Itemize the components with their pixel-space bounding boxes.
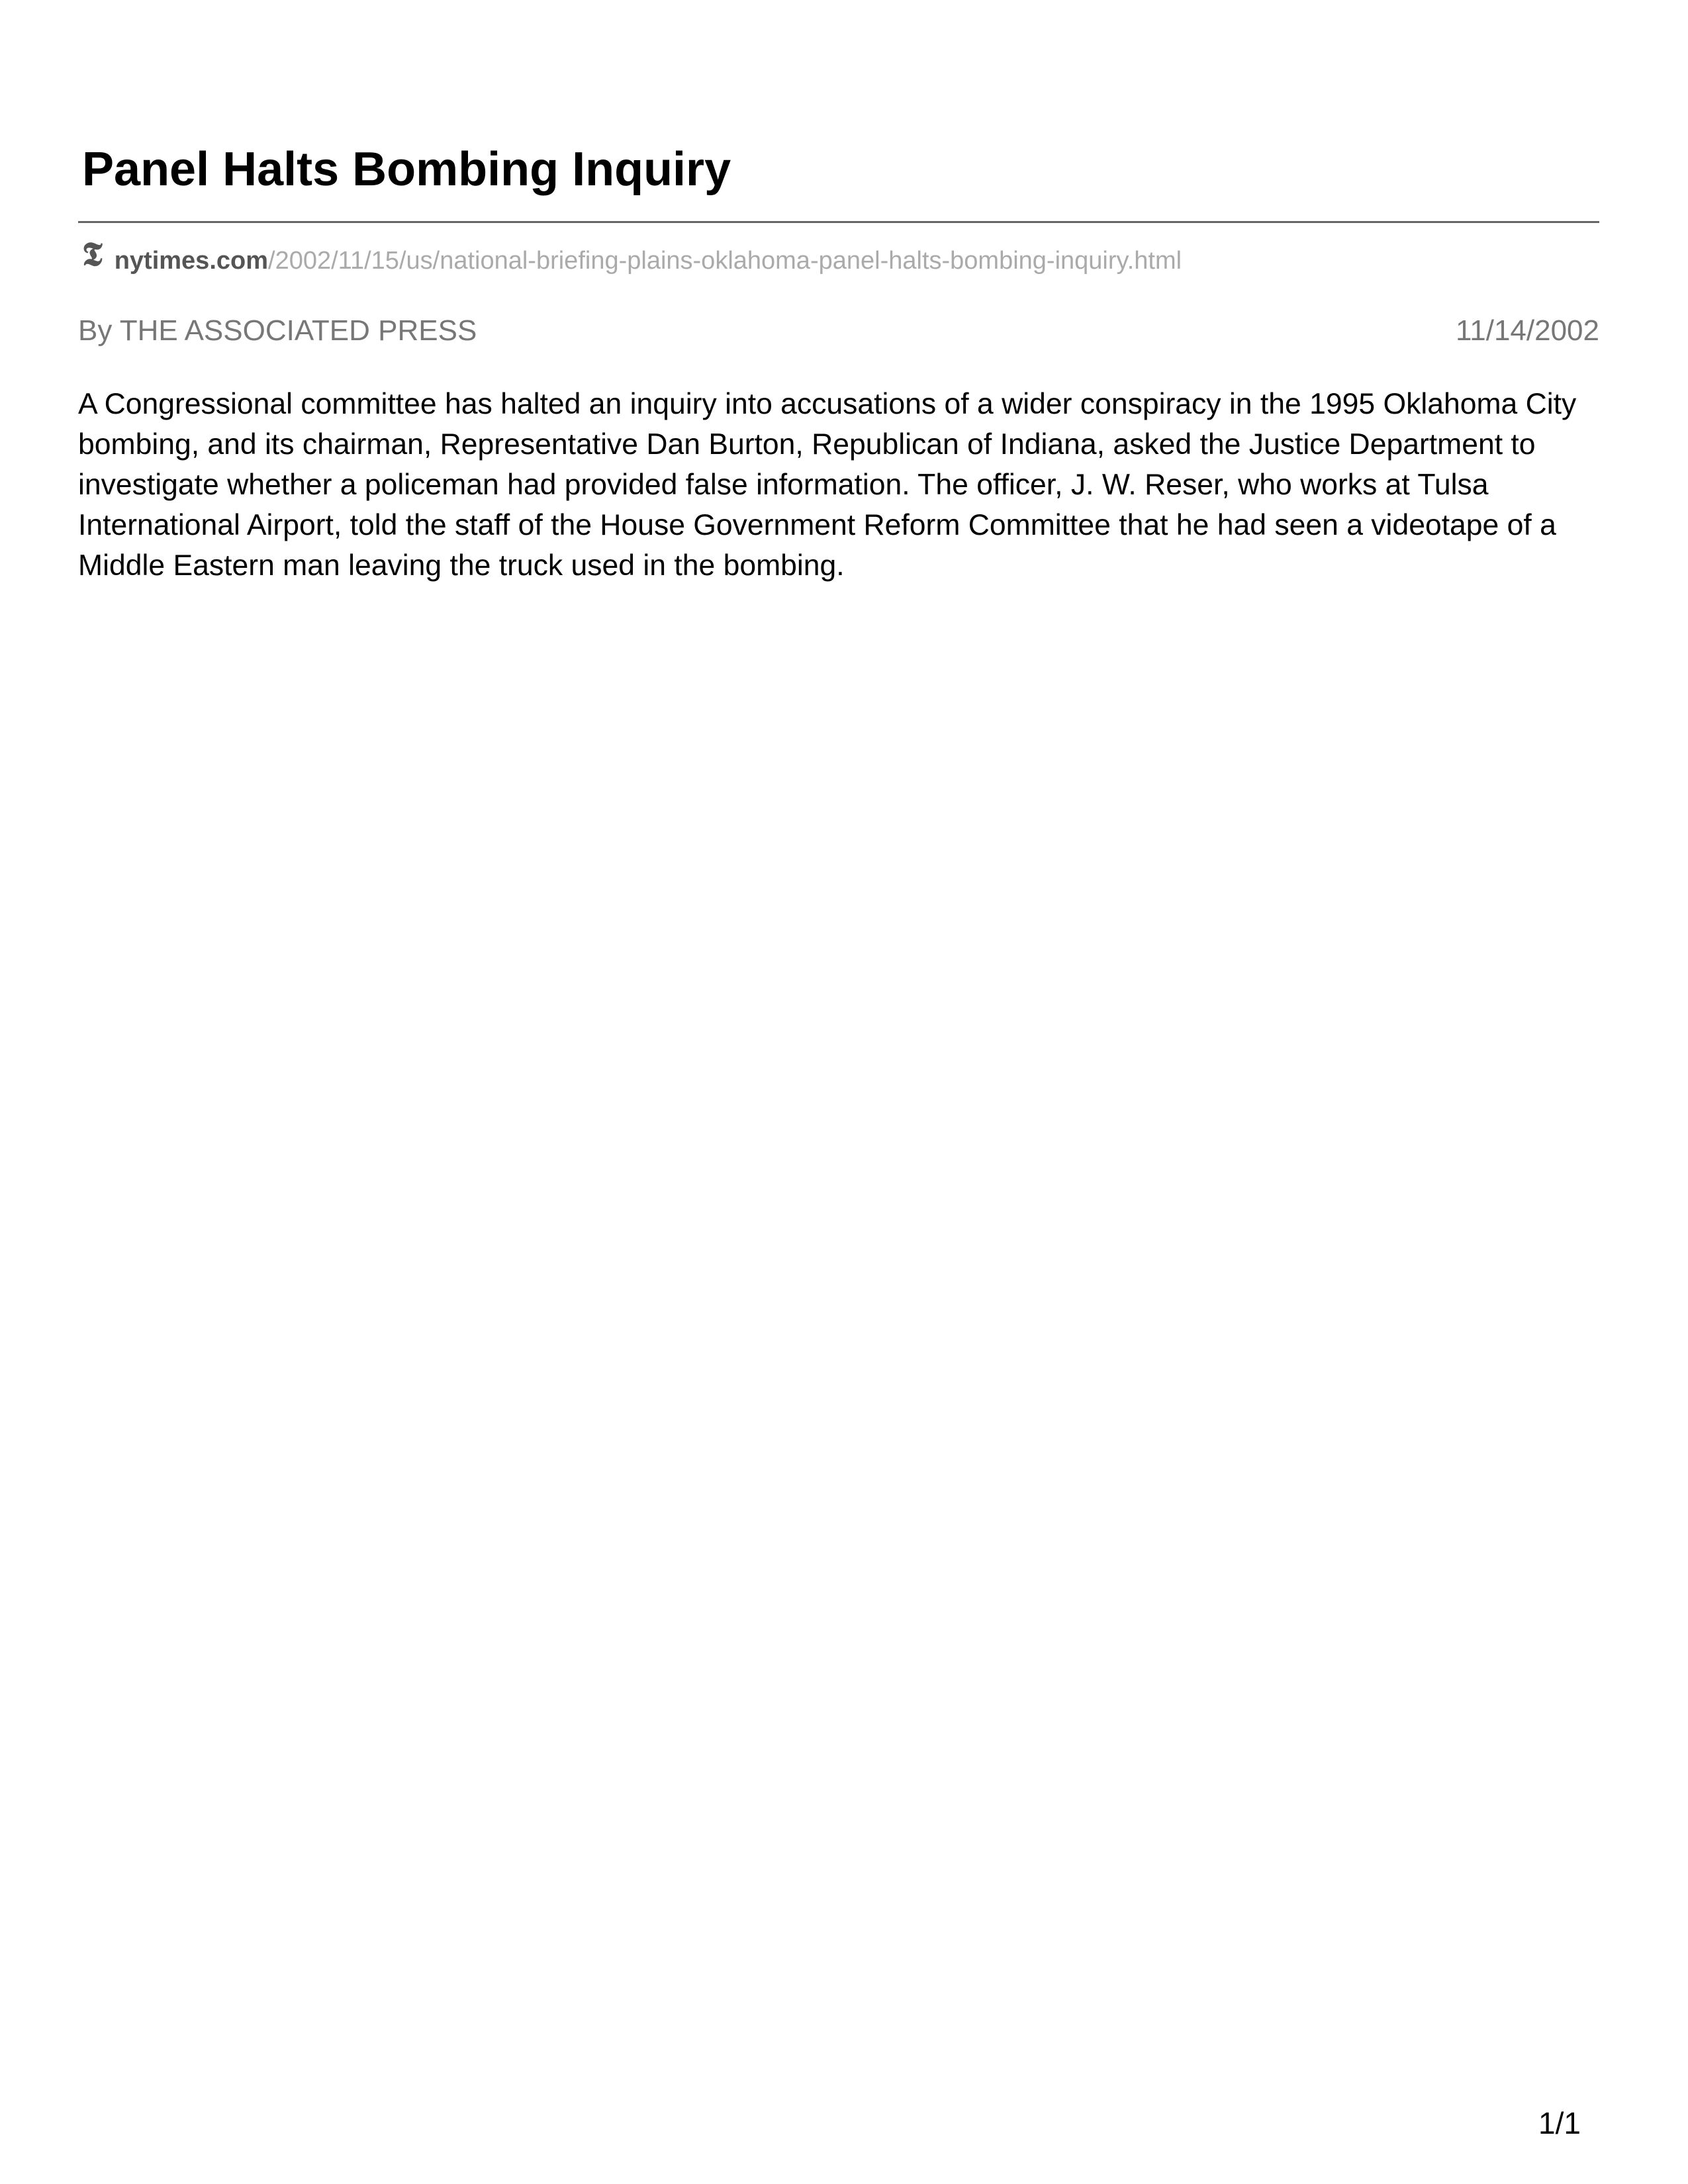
article-meta [78,311,1599,351]
title-divider [78,221,1599,223]
byline: By THE ASSOCIATED PRESS [78,314,477,347]
source-path: /2002/11/15/us/national-briefing-plains-oklahoma-panel-halts-bombing-inquiry.html [268,246,1182,275]
article-page [78,0,1599,2184]
source-domain: nytimes.com [114,246,269,275]
nyt-logo-icon: 𝕿 [82,234,103,273]
publication-date: 11/14/2002 [1456,314,1599,347]
article-title: Panel Halts Bombing Inquiry [82,143,731,196]
article-body: A Congressional committee has halted an inquiry into accusations of a wider conspiracy in the 1995 Oklahoma City bombing, and its chairman, Representative Dan Burton, Republican of Indiana, asked the Justice Department to investigate whether a policeman had provided false information. The officer, J. W. Reser, who works at Tulsa International Airport, told the staff of the House Government Reform Committee that he had seen a videotape of a Middle Eastern man leaving the truck used in the bombing. [78,388,1577,582]
source-link[interactable] [82,234,1182,285]
page-number: 1/1 [1538,2106,1581,2140]
